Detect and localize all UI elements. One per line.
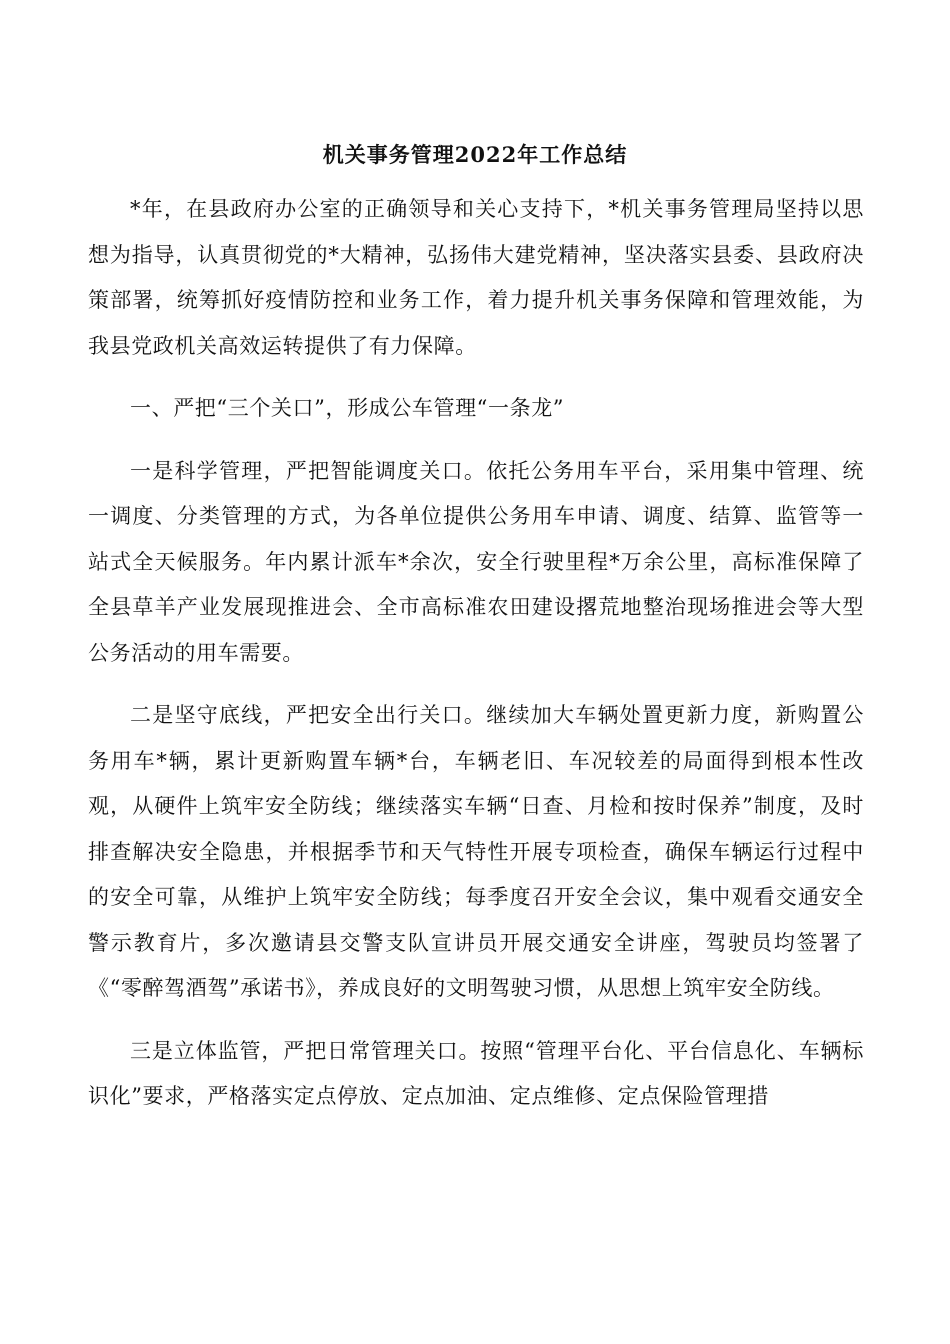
paragraph-scientific-management: 一是科学管理，严把智能调度关口。依托公务用车平台，采用集中管理、统一调度、分类管理的方式，为各单位提供公务用车申请、调度、结算、监管等一站式全天候服务。年内累计派车*余次，安全行驶里程*万余公里，高标准保障了全县草羊产业发展现推进会、全市高标准农田建设撂荒地整治现场推进会等大型公务活动的用车需要。 <box>88 458 864 665</box>
section-heading: 一、严把“三个关口”，形成公车管理“一条龙” <box>130 396 565 420</box>
paragraph-safety: 二是坚守底线，严把安全出行关口。继续加大车辆处置更新力度，新购置公务用车*辆，累计更新购置车辆*台，车辆老旧、车况较差的局面得到根本性改观，从硬件上筑牢安全防线；继续落实车辆“日查、月检和按时保养”制度，及时排查解决安全隐患，并根据季节和天气特性开展专项检查，确保车辆运行过程中的安全可靠，从维护上筑牢安全防线；每季度召开安全会议，集中观看交通安全警示教育片，多次邀请县交警支队宣讲员开展交通安全讲座，驾驶员均签署了《“零醉驾酒驾”承诺书》，养成良好的文明驾驶习惯，从思想上筑牢安全防线。 <box>88 703 864 1000</box>
document-body <box>88 187 864 1137</box>
paragraph-supervision: 三是立体监管，严把日常管理关口。按照“管理平台化、平台信息化、车辆标识化”要求，严格落实定点停放、定点加油、定点维修、定点保险管理措 <box>88 1038 864 1108</box>
intro-paragraph: *年，在县政府办公室的正确领导和关心支持下，*机关事务管理局坚持以思想为指导，认真贯彻党的*大精神，弘扬伟大建党精神，坚决落实县委、县政府决策部署，统筹抓好疫情防控和业务工作，着力提升机关事务保障和管理效能，为我县党政机关高效运转提供了有力保障。 <box>88 197 864 358</box>
document-title: 机关事务管理2022年工作总结 <box>322 142 628 167</box>
